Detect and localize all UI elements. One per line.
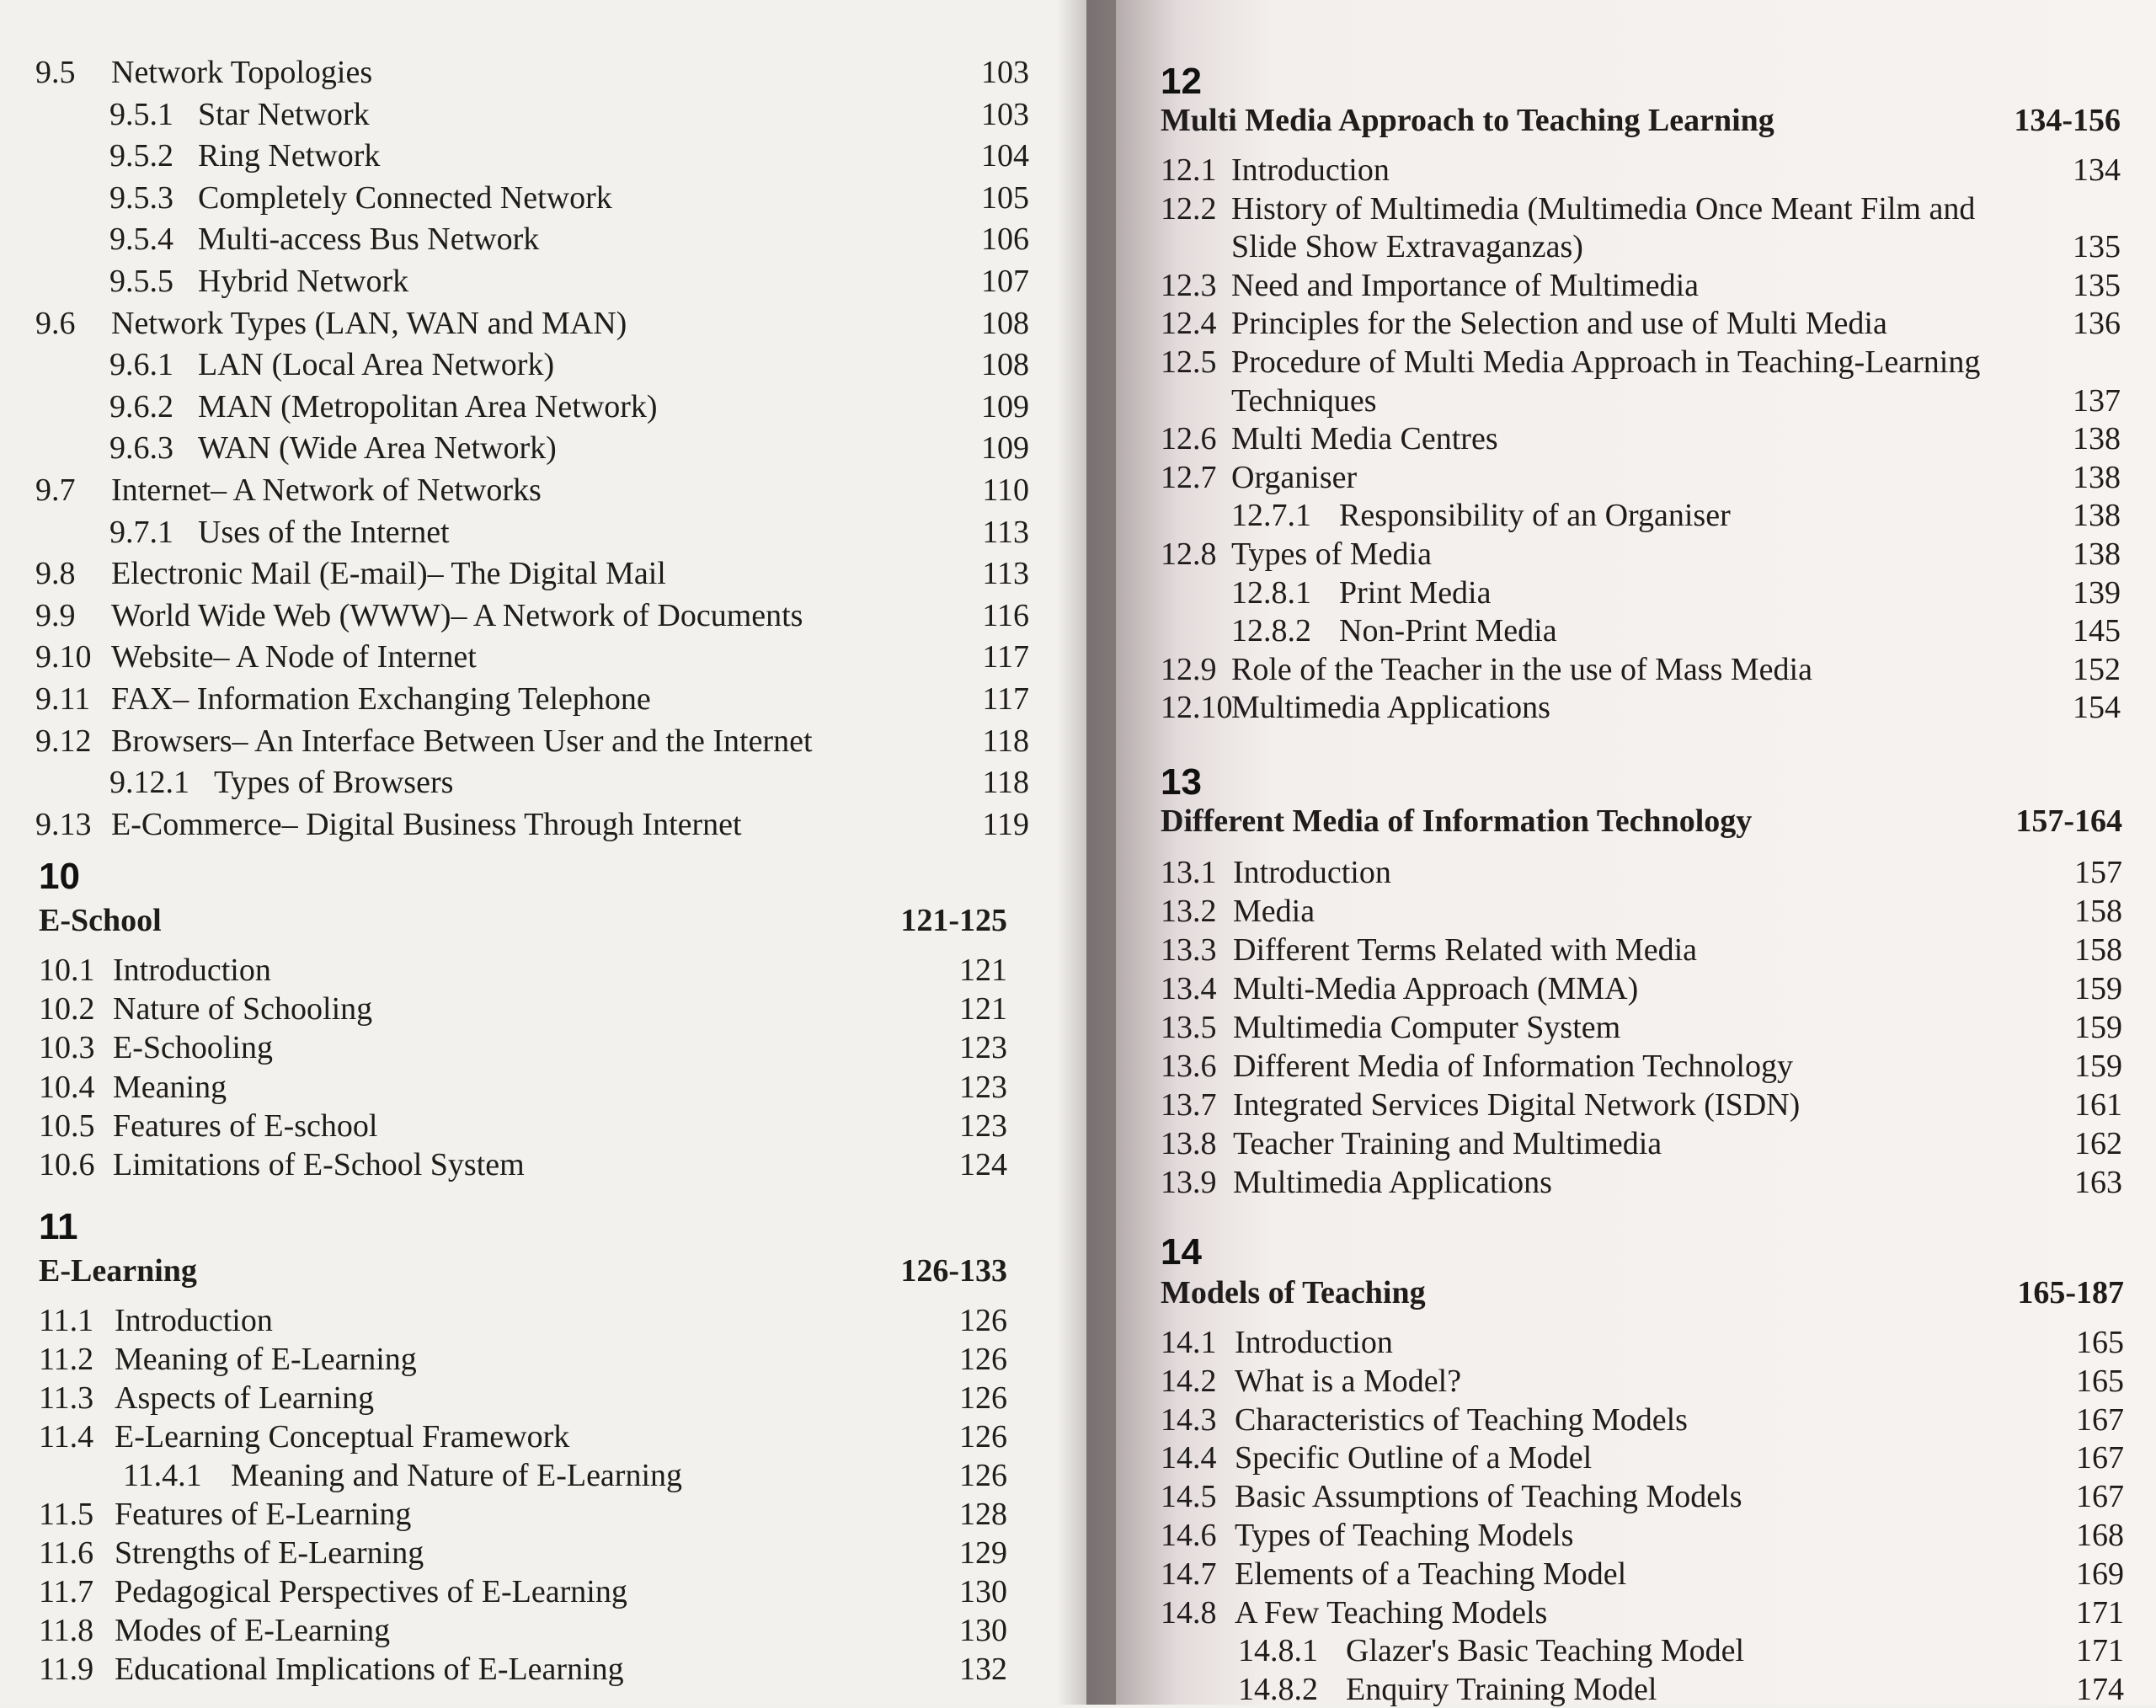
chapter-title-text: Multi Media Approach to Teaching Learning xyxy=(1161,103,1774,138)
section-number: 13.7 xyxy=(1161,1087,1217,1123)
section-title: Responsibility of an Organiser xyxy=(1339,498,1731,534)
section-number: 9.12 xyxy=(35,723,92,759)
toc-entry xyxy=(1161,1594,2124,1631)
page-number: 123 xyxy=(959,1108,1007,1144)
section-number: 11.7 xyxy=(39,1574,94,1609)
section-number: 14.8 xyxy=(1161,1594,1217,1631)
toc-entry xyxy=(35,638,1029,675)
page-number: 159 xyxy=(2074,971,2122,1006)
toc-entry xyxy=(1161,305,2121,342)
section-title: Uses of the Internet xyxy=(198,514,450,550)
section-title: Non-Print Media xyxy=(1339,613,1557,649)
section-title: Techniques xyxy=(1231,382,1377,419)
section-title: Introduction xyxy=(1235,1325,1393,1360)
page-number: 110 xyxy=(982,472,1029,508)
section-title: Basic Assumptions of Teaching Models xyxy=(1235,1479,1742,1515)
section-number: 13.6 xyxy=(1161,1049,1217,1084)
chapter-title-text: Different Media of Information Technology xyxy=(1161,803,1753,839)
section-number: 13.4 xyxy=(1161,971,1217,1006)
section-number: 9.5.5 xyxy=(109,264,173,299)
chapter-page-range: 157-164 xyxy=(2015,803,2122,839)
section-title: Need and Importance of Multimedia xyxy=(1231,267,1700,303)
section-number: 12.10 xyxy=(1161,690,1233,726)
section-title: Network Topologies xyxy=(111,55,373,90)
section-number: 11.5 xyxy=(39,1497,94,1532)
section-number: 12.1 xyxy=(1161,152,1217,188)
section-title: Aspects of Learning xyxy=(115,1380,375,1416)
chapter-title-text: E-Learning xyxy=(39,1253,197,1289)
section-number: 13.8 xyxy=(1161,1126,1217,1161)
page-number: 121 xyxy=(959,953,1007,988)
toc-entry xyxy=(1161,190,2121,227)
section-title: Different Terms Related with Media xyxy=(1233,932,1697,968)
section-title: Educational Implications of E-Learning xyxy=(115,1652,624,1687)
section-title: Different Media of Information Technology xyxy=(1233,1049,1793,1084)
toc-entry xyxy=(39,952,1007,989)
page-number: 123 xyxy=(959,1030,1007,1066)
page-number: 118 xyxy=(982,723,1029,759)
section-number: 10.5 xyxy=(39,1108,95,1144)
toc-entry xyxy=(39,990,1007,1027)
page-number: 106 xyxy=(981,222,1029,258)
page-number: 158 xyxy=(2074,894,2122,929)
page-number: 171 xyxy=(2076,1633,2124,1669)
toc-entry xyxy=(1161,970,2122,1007)
chapter-page-range: 126-133 xyxy=(900,1253,1007,1289)
toc-entry xyxy=(1161,1517,2124,1554)
page-number: 104 xyxy=(981,138,1029,174)
section-title: LAN (Local Area Network) xyxy=(198,347,555,383)
chapter-page-range: 121-125 xyxy=(900,903,1007,938)
page-number: 136 xyxy=(2073,306,2121,342)
section-number: 9.9 xyxy=(35,597,76,633)
page-number: 117 xyxy=(982,639,1029,675)
section-number: 9.7 xyxy=(35,472,76,508)
page-number: 137 xyxy=(2073,382,2121,419)
section-title: WAN (Wide Area Network) xyxy=(198,430,557,467)
section-number: 9.6.3 xyxy=(109,430,173,467)
page-number: 126 xyxy=(959,1380,1007,1416)
section-title: Introduction xyxy=(1233,855,1391,890)
toc-entry xyxy=(39,1302,1007,1339)
page-number: 168 xyxy=(2076,1518,2124,1553)
page-number: 165 xyxy=(2076,1325,2124,1360)
toc-entry xyxy=(1161,854,2122,891)
page-number: 126 xyxy=(959,1303,1007,1338)
page-number: 108 xyxy=(981,305,1029,341)
page-number: 167 xyxy=(2076,1479,2124,1515)
page-number: 159 xyxy=(2074,1010,2122,1045)
chapter-number: 11 xyxy=(39,1206,78,1247)
toc-entry xyxy=(39,1651,1007,1688)
page-number: 126 xyxy=(959,1458,1007,1493)
toc-entry xyxy=(109,764,1029,801)
section-number: 14.1 xyxy=(1161,1325,1217,1360)
section-number: 12.8 xyxy=(1161,536,1217,572)
chapter-title xyxy=(39,901,1007,940)
section-number: 9.13 xyxy=(35,806,92,842)
page-number: 171 xyxy=(2076,1594,2124,1631)
section-number: 9.6.1 xyxy=(109,347,173,383)
page-number: 154 xyxy=(2073,690,2121,726)
toc-entry xyxy=(1161,651,2121,688)
section-title: Introduction xyxy=(1231,152,1390,188)
page-number: 157 xyxy=(2074,855,2122,890)
section-number: 11.4.1 xyxy=(123,1458,202,1493)
page-number: 169 xyxy=(2076,1556,2124,1592)
toc-entry xyxy=(109,263,1029,300)
toc-entry xyxy=(1231,497,2121,534)
section-number: 13.1 xyxy=(1161,855,1217,890)
section-number: 9.8 xyxy=(35,556,76,592)
section-title: Slide Show Extravaganzas) xyxy=(1231,229,1583,265)
section-title: Specific Outline of a Model xyxy=(1235,1440,1593,1476)
toc-entry xyxy=(39,1380,1007,1417)
section-title: Star Network xyxy=(198,96,370,132)
section-number: 11.1 xyxy=(39,1303,94,1338)
section-number: 9.5.2 xyxy=(109,138,173,174)
section-number: 10.3 xyxy=(39,1030,95,1066)
section-title: Characteristics of Teaching Models xyxy=(1235,1401,1688,1438)
toc-entry xyxy=(1161,420,2121,457)
page-number: 138 xyxy=(2073,459,2121,495)
section-title: Pedagogical Perspectives of E-Learning xyxy=(115,1574,627,1609)
toc-entry xyxy=(1161,1009,2122,1046)
section-number: 14.3 xyxy=(1161,1401,1217,1438)
section-number: 9.6.2 xyxy=(109,388,173,424)
section-title: Hybrid Network xyxy=(198,264,409,299)
section-number: 14.8.2 xyxy=(1238,1672,1318,1708)
toc-entry xyxy=(109,221,1029,258)
toc-entry xyxy=(35,806,1029,843)
toc-entry xyxy=(1161,1401,2124,1438)
section-title: Meaning of E-Learning xyxy=(115,1342,417,1377)
section-number: 14.6 xyxy=(1161,1518,1217,1553)
page-number: 152 xyxy=(2073,651,2121,687)
chapter-number: 12 xyxy=(1161,61,1202,102)
section-number: 11.6 xyxy=(39,1535,94,1571)
section-number: 14.7 xyxy=(1161,1556,1217,1592)
page-number: 139 xyxy=(2073,574,2121,611)
chapter-number: 14 xyxy=(1161,1231,1202,1273)
chapter-title-text: E-School xyxy=(39,903,162,938)
toc-entry xyxy=(35,681,1029,718)
toc-entry xyxy=(123,1457,1007,1494)
chapter-title xyxy=(1161,101,2121,140)
section-number: 9.7.1 xyxy=(109,514,173,550)
toc-entry xyxy=(39,1146,1007,1183)
page-number: 135 xyxy=(2073,267,2121,303)
chapter-page-range: 134-156 xyxy=(2014,103,2121,138)
section-title: Website– A Node of Internet xyxy=(111,639,477,675)
page-number: 129 xyxy=(959,1535,1007,1571)
page-number: 113 xyxy=(982,514,1029,550)
toc-entry xyxy=(35,723,1029,760)
section-number: 14.2 xyxy=(1161,1363,1217,1399)
toc-entry xyxy=(39,1069,1007,1106)
section-number: 11.8 xyxy=(39,1613,94,1648)
toc-entry xyxy=(1161,228,2121,265)
section-number: 13.3 xyxy=(1161,932,1217,968)
toc-entry xyxy=(1161,536,2121,573)
toc-entry xyxy=(109,514,1029,551)
section-title: Media xyxy=(1233,894,1315,929)
section-number: 11.2 xyxy=(39,1342,94,1377)
section-title: Network Types (LAN, WAN and MAN) xyxy=(111,305,627,341)
section-title: Multimedia Computer System xyxy=(1233,1010,1621,1045)
section-title: Glazer's Basic Teaching Model xyxy=(1346,1633,1745,1669)
toc-entry xyxy=(1161,1439,2124,1476)
toc-entry xyxy=(1161,459,2121,496)
toc-entry xyxy=(1231,612,2121,649)
toc-entry xyxy=(35,472,1029,509)
page-number: 132 xyxy=(959,1652,1007,1687)
section-title: MAN (Metropolitan Area Network) xyxy=(198,388,658,424)
section-number: 10.1 xyxy=(39,953,95,988)
page-number: 118 xyxy=(982,765,1029,801)
page-number: 167 xyxy=(2076,1440,2124,1476)
page-number: 174 xyxy=(2076,1672,2124,1708)
toc-entry xyxy=(39,1535,1007,1572)
section-title: Print Media xyxy=(1339,574,1492,611)
page-number: 130 xyxy=(959,1613,1007,1648)
toc-entry xyxy=(1161,1086,2122,1124)
toc-entry xyxy=(1161,382,2121,419)
section-title: History of Multimedia (Multimedia Once Meant Film and xyxy=(1231,190,1976,227)
section-number: 12.3 xyxy=(1161,267,1217,303)
section-number: 9.5 xyxy=(35,55,76,90)
toc-entry xyxy=(39,1341,1007,1378)
page-number: 161 xyxy=(2074,1087,2122,1123)
page-number: 113 xyxy=(982,556,1029,592)
section-title: Types of Teaching Models xyxy=(1235,1518,1574,1553)
page-number: 126 xyxy=(959,1342,1007,1377)
page-number: 163 xyxy=(2074,1165,2122,1200)
section-number: 13.2 xyxy=(1161,894,1217,929)
page-number: 128 xyxy=(959,1497,1007,1532)
section-number: 12.7.1 xyxy=(1231,498,1311,534)
page-number: 138 xyxy=(2073,536,2121,572)
section-number: 11.3 xyxy=(39,1380,94,1416)
page-number: 134 xyxy=(2073,152,2121,188)
section-title: E-Schooling xyxy=(113,1030,273,1066)
section-number: 14.5 xyxy=(1161,1479,1217,1515)
section-title: Modes of E-Learning xyxy=(115,1613,391,1648)
chapter-title xyxy=(1161,1273,2124,1312)
section-title: Multi-Media Approach (MMA) xyxy=(1233,971,1639,1006)
toc-entry xyxy=(1161,1556,2124,1593)
toc-entry xyxy=(35,54,1029,91)
toc-entry xyxy=(1161,1478,2124,1515)
toc-entry xyxy=(1161,267,2121,304)
section-title: Elements of a Teaching Model xyxy=(1235,1556,1627,1592)
toc-entry xyxy=(109,137,1029,174)
toc-entry xyxy=(1161,344,2121,381)
section-title: Meaning xyxy=(113,1069,227,1105)
page-number: 130 xyxy=(959,1574,1007,1609)
chapter-title-text: Models of Teaching xyxy=(1161,1275,1426,1310)
section-number: 9.6 xyxy=(35,305,76,341)
toc-entry xyxy=(1161,152,2121,189)
section-title: Types of Media xyxy=(1231,536,1432,572)
section-title: Internet– A Network of Networks xyxy=(111,472,542,508)
page-number: 124 xyxy=(959,1147,1007,1182)
section-number: 9.10 xyxy=(35,639,92,675)
toc-entry xyxy=(109,179,1029,216)
section-title: FAX– Information Exchanging Telephone xyxy=(111,681,651,717)
page-number: 145 xyxy=(2073,613,2121,649)
toc-entry xyxy=(39,1418,1007,1455)
page-number: 119 xyxy=(982,806,1029,842)
page-number: 103 xyxy=(981,96,1029,132)
page-number: 123 xyxy=(959,1069,1007,1105)
toc-entry xyxy=(39,1108,1007,1145)
section-title: Integrated Services Digital Network (ISDN) xyxy=(1233,1087,1801,1123)
section-title: What is a Model? xyxy=(1235,1363,1462,1399)
section-title: Limitations of E-School System xyxy=(113,1147,525,1182)
page-number: 108 xyxy=(981,347,1029,383)
page-number: 165 xyxy=(2076,1363,2124,1399)
toc-entry xyxy=(109,388,1029,425)
section-number: 12.2 xyxy=(1161,190,1217,227)
page-number: 158 xyxy=(2074,932,2122,968)
toc-entry xyxy=(39,1612,1007,1649)
section-number: 12.8.1 xyxy=(1231,574,1311,611)
section-number: 9.5.1 xyxy=(109,96,173,132)
section-title: Role of the Teacher in the use of Mass Media xyxy=(1231,651,1812,687)
toc-entry xyxy=(109,346,1029,383)
section-title: Features of E-Learning xyxy=(115,1497,412,1532)
page-number: 135 xyxy=(2073,229,2121,265)
section-number: 14.4 xyxy=(1161,1440,1217,1476)
section-title: Procedure of Multi Media Approach in Teaching-Learning xyxy=(1231,344,1981,380)
toc-entry xyxy=(1161,1324,2124,1361)
toc-entry xyxy=(109,430,1029,467)
section-number: 12.8.2 xyxy=(1231,613,1311,649)
page-number: 126 xyxy=(959,1419,1007,1454)
section-number: 9.5.4 xyxy=(109,222,173,258)
page-number: 109 xyxy=(981,430,1029,467)
page-number: 105 xyxy=(981,179,1029,216)
page-number: 162 xyxy=(2074,1126,2122,1161)
page-number: 109 xyxy=(981,388,1029,424)
toc-entry xyxy=(1161,1363,2124,1400)
section-number: 10.4 xyxy=(39,1069,95,1105)
section-number: 12.4 xyxy=(1161,306,1217,342)
section-number: 12.7 xyxy=(1161,459,1217,495)
section-number: 9.12.1 xyxy=(109,765,189,801)
section-title: Multimedia Applications xyxy=(1231,690,1550,726)
section-title: Strengths of E-Learning xyxy=(115,1535,424,1571)
section-title: Types of Browsers xyxy=(214,765,454,801)
section-title: Browsers– An Interface Between User and the Internet xyxy=(111,723,813,759)
toc-entry xyxy=(1161,1048,2122,1085)
section-title: Ring Network xyxy=(198,138,381,174)
page-number: 117 xyxy=(982,681,1029,717)
section-title: Principles for the Selection and use of Multi Media xyxy=(1231,306,1887,342)
section-number: 13.5 xyxy=(1161,1010,1217,1045)
section-number: 9.11 xyxy=(35,681,91,717)
toc-entry xyxy=(1161,931,2122,969)
section-number: 10.2 xyxy=(39,991,95,1027)
section-number: 11.4 xyxy=(39,1419,94,1454)
section-title: Completely Connected Network xyxy=(198,179,612,216)
section-title: Meaning and Nature of E-Learning xyxy=(231,1458,683,1493)
page-number: 116 xyxy=(982,597,1029,633)
toc-entry xyxy=(1161,893,2122,930)
toc-entry xyxy=(1238,1671,2124,1708)
page-number: 159 xyxy=(2074,1049,2122,1084)
section-number: 12.5 xyxy=(1161,344,1217,380)
section-number: 13.9 xyxy=(1161,1165,1217,1200)
toc-entry xyxy=(1161,689,2121,726)
section-title: Multi Media Centres xyxy=(1231,421,1498,457)
section-title: World Wide Web (WWW)– A Network of Documents xyxy=(111,597,803,633)
page-number: 138 xyxy=(2073,498,2121,534)
page-number: 138 xyxy=(2073,421,2121,457)
page-number: 107 xyxy=(981,264,1029,299)
toc-entry xyxy=(35,597,1029,634)
section-title: Enquiry Training Model xyxy=(1346,1672,1657,1708)
section-number: 14.8.1 xyxy=(1238,1633,1318,1669)
section-title: A Few Teaching Models xyxy=(1235,1594,1548,1631)
section-title: Teacher Training and Multimedia xyxy=(1233,1126,1662,1161)
section-title: Electronic Mail (E-mail)– The Digital Mail xyxy=(111,556,666,592)
chapter-page-range: 165-187 xyxy=(2017,1275,2124,1310)
toc-entry xyxy=(35,555,1029,592)
section-title: Introduction xyxy=(115,1303,273,1338)
toc-entry xyxy=(1231,574,2121,611)
toc-entry xyxy=(109,96,1029,133)
book-gutter xyxy=(1057,0,1116,1705)
section-title: E-Learning Conceptual Framework xyxy=(115,1419,570,1454)
toc-entry xyxy=(1161,1164,2122,1201)
chapter-number: 10 xyxy=(39,856,80,897)
chapter-number: 13 xyxy=(1161,761,1202,803)
section-title: Multi-access Bus Network xyxy=(198,222,540,258)
section-number: 11.9 xyxy=(39,1652,94,1687)
section-title: Features of E-school xyxy=(113,1108,378,1144)
chapter-title xyxy=(1161,802,2122,841)
section-number: 9.5.3 xyxy=(109,179,173,216)
toc-entry xyxy=(39,1573,1007,1610)
page-number: 167 xyxy=(2076,1401,2124,1438)
toc-entry xyxy=(1161,1125,2122,1162)
page-number: 103 xyxy=(981,55,1029,90)
toc-entry xyxy=(39,1496,1007,1533)
chapter-title xyxy=(39,1252,1007,1290)
page-number: 121 xyxy=(959,991,1007,1027)
toc-entry xyxy=(39,1029,1007,1066)
section-title: E-Commerce– Digital Business Through Internet xyxy=(111,806,742,842)
section-title: Organiser xyxy=(1231,459,1358,495)
section-number: 12.6 xyxy=(1161,421,1217,457)
section-title: Nature of Schooling xyxy=(113,991,373,1027)
section-title: Introduction xyxy=(113,953,271,988)
section-number: 12.9 xyxy=(1161,651,1217,687)
toc-entry xyxy=(1238,1632,2124,1669)
toc-entry xyxy=(35,305,1029,342)
section-number: 10.6 xyxy=(39,1147,95,1182)
section-title: Multimedia Applications xyxy=(1233,1165,1552,1200)
